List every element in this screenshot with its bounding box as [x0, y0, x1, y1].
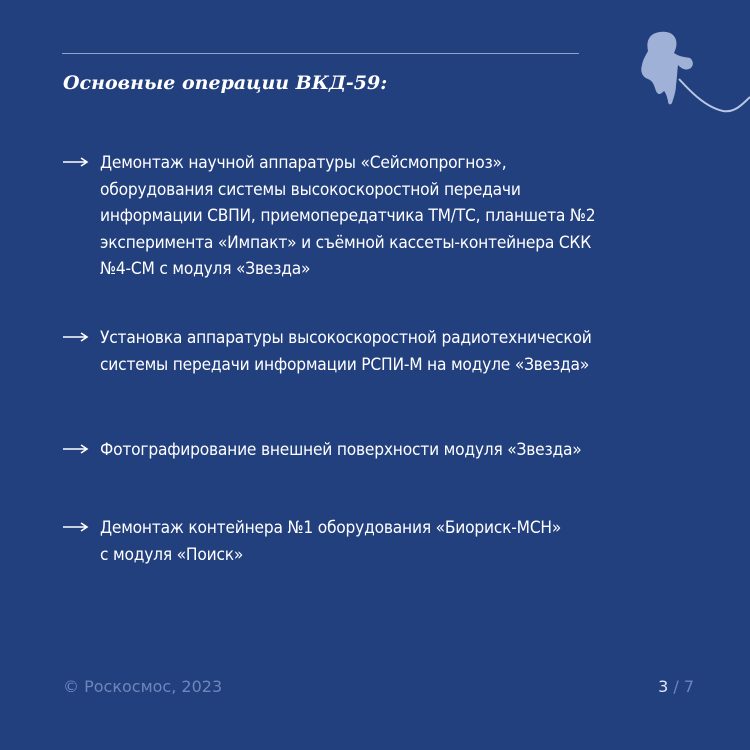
operation-line: эксперимента «Импакт» и съёмной кассеты-контейнера СКК: [100, 232, 591, 253]
operation-text: [100, 150, 595, 283]
operation-line: Демонтаж научной аппаратуры «Сейсмопрогноз»,: [100, 153, 507, 173]
operation-item: [62, 515, 561, 568]
page-title: Основные операции ВКД-59:: [63, 72, 388, 94]
operation-text: [100, 325, 592, 378]
right-arrow-icon: [62, 325, 100, 347]
page-total: 7: [683, 677, 694, 696]
right-arrow-icon: [62, 437, 100, 459]
page-separator: /: [668, 677, 684, 696]
operation-item: [62, 325, 592, 378]
operation-line: системы передачи информации РСПИ-М на модуле «Звезда»: [100, 354, 590, 375]
operation-line: с модуля «Поиск»: [100, 544, 244, 565]
operation-text: [100, 515, 561, 568]
operation-line: Демонтаж контейнера №1 оборудования «Биориск-МСН»: [100, 518, 562, 538]
operation-line: Фотографирование внешней поверхности модуля «Звезда»: [100, 440, 582, 460]
operation-item: [62, 437, 582, 464]
operation-text: [100, 437, 582, 464]
right-arrow-icon: [62, 150, 100, 172]
operation-line: оборудования системы высокоскоростной передачи: [100, 179, 521, 200]
operation-line: информации СВПИ, приемопередатчика ТМ/ТС, планшета №2: [100, 206, 596, 226]
operation-item: [62, 150, 595, 283]
page-current: 3: [658, 677, 669, 696]
operation-line: №4-СМ с модуля «Звезда»: [100, 259, 311, 279]
operation-line: Установка аппаратуры высокоскоростной радиотехнической: [100, 328, 592, 348]
copyright: © Роскосмос, 2023: [63, 677, 223, 696]
header-divider: [62, 53, 579, 54]
page-indicator: [658, 677, 694, 696]
astronaut-silhouette-icon: [610, 25, 750, 120]
right-arrow-icon: [62, 515, 100, 537]
